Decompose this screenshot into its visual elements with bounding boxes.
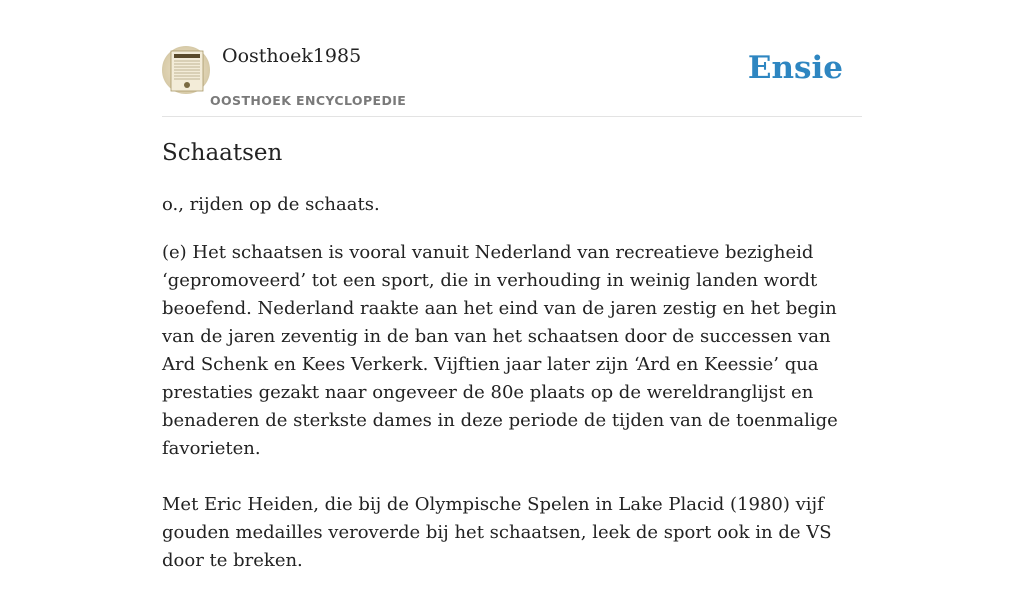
encyclopedia-cover-icon — [163, 47, 211, 95]
site-logo[interactable]: Ensie — [747, 50, 843, 86]
page-title: Schaatsen — [162, 140, 283, 166]
page-container — [162, 0, 862, 571]
avatar[interactable] — [162, 46, 210, 94]
entry-header — [162, 0, 862, 117]
author-name[interactable]: Oosthoek1985 — [222, 45, 362, 67]
body-paragraph: Met Eric Heiden, die bij de Olympische Spelen in Lake Placid (1980) vijf gouden medailles veroverde bij het schaatsen, leek de sport ook in de VS door te breken. — [162, 494, 832, 571]
body-paragraph: (e) Het schaatsen is vooral vanuit Nederland van recreatieve bezigheid ‘gepromoveerd’ tot een sport, die in verhouding in weinig landen wordt beoefend. Nederland raakte aan het eind van de jaren zestig en het begin van de jaren zeventig in de ban van het schaatsen door de successen van Ard Schenk en Kees Verkerk. Vijftien jaar later zijn ‘Ard en Keessie’ qua prestaties gezakt naar ongeveer de 80e plaats op de wereldranglijst en benaderen de sterkste dames in deze periode de tijden van de toenmalige favorieten. — [162, 242, 838, 459]
entry-definition: o., rijden op de schaats. — [162, 194, 380, 215]
source-label[interactable]: OOSTHOEK ENCYCLOPEDIE — [210, 93, 407, 108]
entry-body — [162, 239, 862, 603]
